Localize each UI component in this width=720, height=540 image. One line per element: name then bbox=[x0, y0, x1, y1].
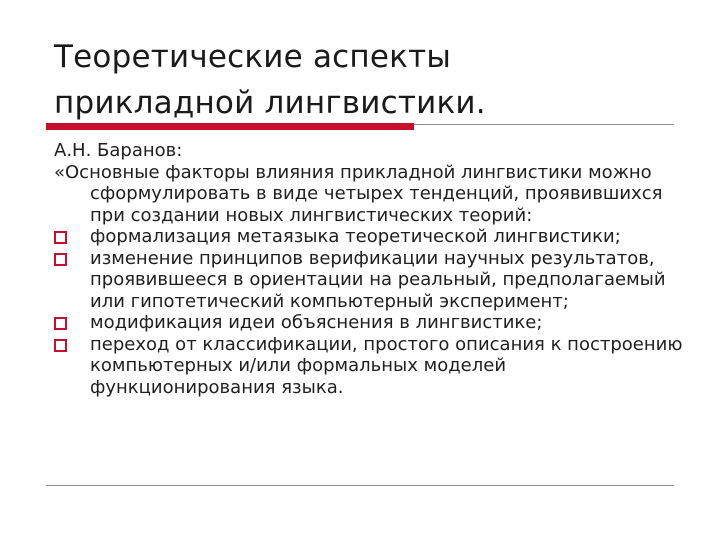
slide-body bbox=[54, 140, 684, 398]
list-item bbox=[54, 334, 684, 399]
title-line-1: Теоретические аспекты bbox=[54, 39, 451, 75]
bottom-divider bbox=[46, 485, 674, 486]
list-item bbox=[54, 248, 684, 313]
list-item-text: переход от классификации, простого описания к построению компьютерных и/или формальных моделей функционирования языка. bbox=[90, 333, 683, 398]
list-item-text: изменение принципов верификации научных результатов, проявившееся в ориентации на реальный, предполагаемый или гипотетический компьютерный эксперимент; bbox=[90, 247, 666, 312]
author-line: А.Н. Баранов: bbox=[54, 140, 183, 161]
hollow-square-icon bbox=[54, 339, 67, 352]
list-item-text: формализация метаязыка теоретической лингвистики; bbox=[90, 226, 621, 247]
list-item bbox=[54, 312, 684, 334]
hollow-square-icon bbox=[54, 317, 67, 330]
title-line-2: прикладной лингвистики. bbox=[54, 85, 486, 121]
list-item bbox=[54, 226, 684, 248]
hollow-square-icon bbox=[54, 231, 67, 244]
intro-paragraph: «Основные факторы влияния прикладной лингвистики можно сформулировать в виде четырех тенденций, проявившихся при создании новых лингвистических теорий: bbox=[54, 161, 663, 226]
list-item-text: модификация идеи объяснения в лингвистике; bbox=[90, 312, 543, 333]
hollow-square-icon bbox=[54, 253, 67, 266]
slide-title bbox=[54, 34, 694, 126]
title-accent-bar bbox=[46, 123, 414, 130]
